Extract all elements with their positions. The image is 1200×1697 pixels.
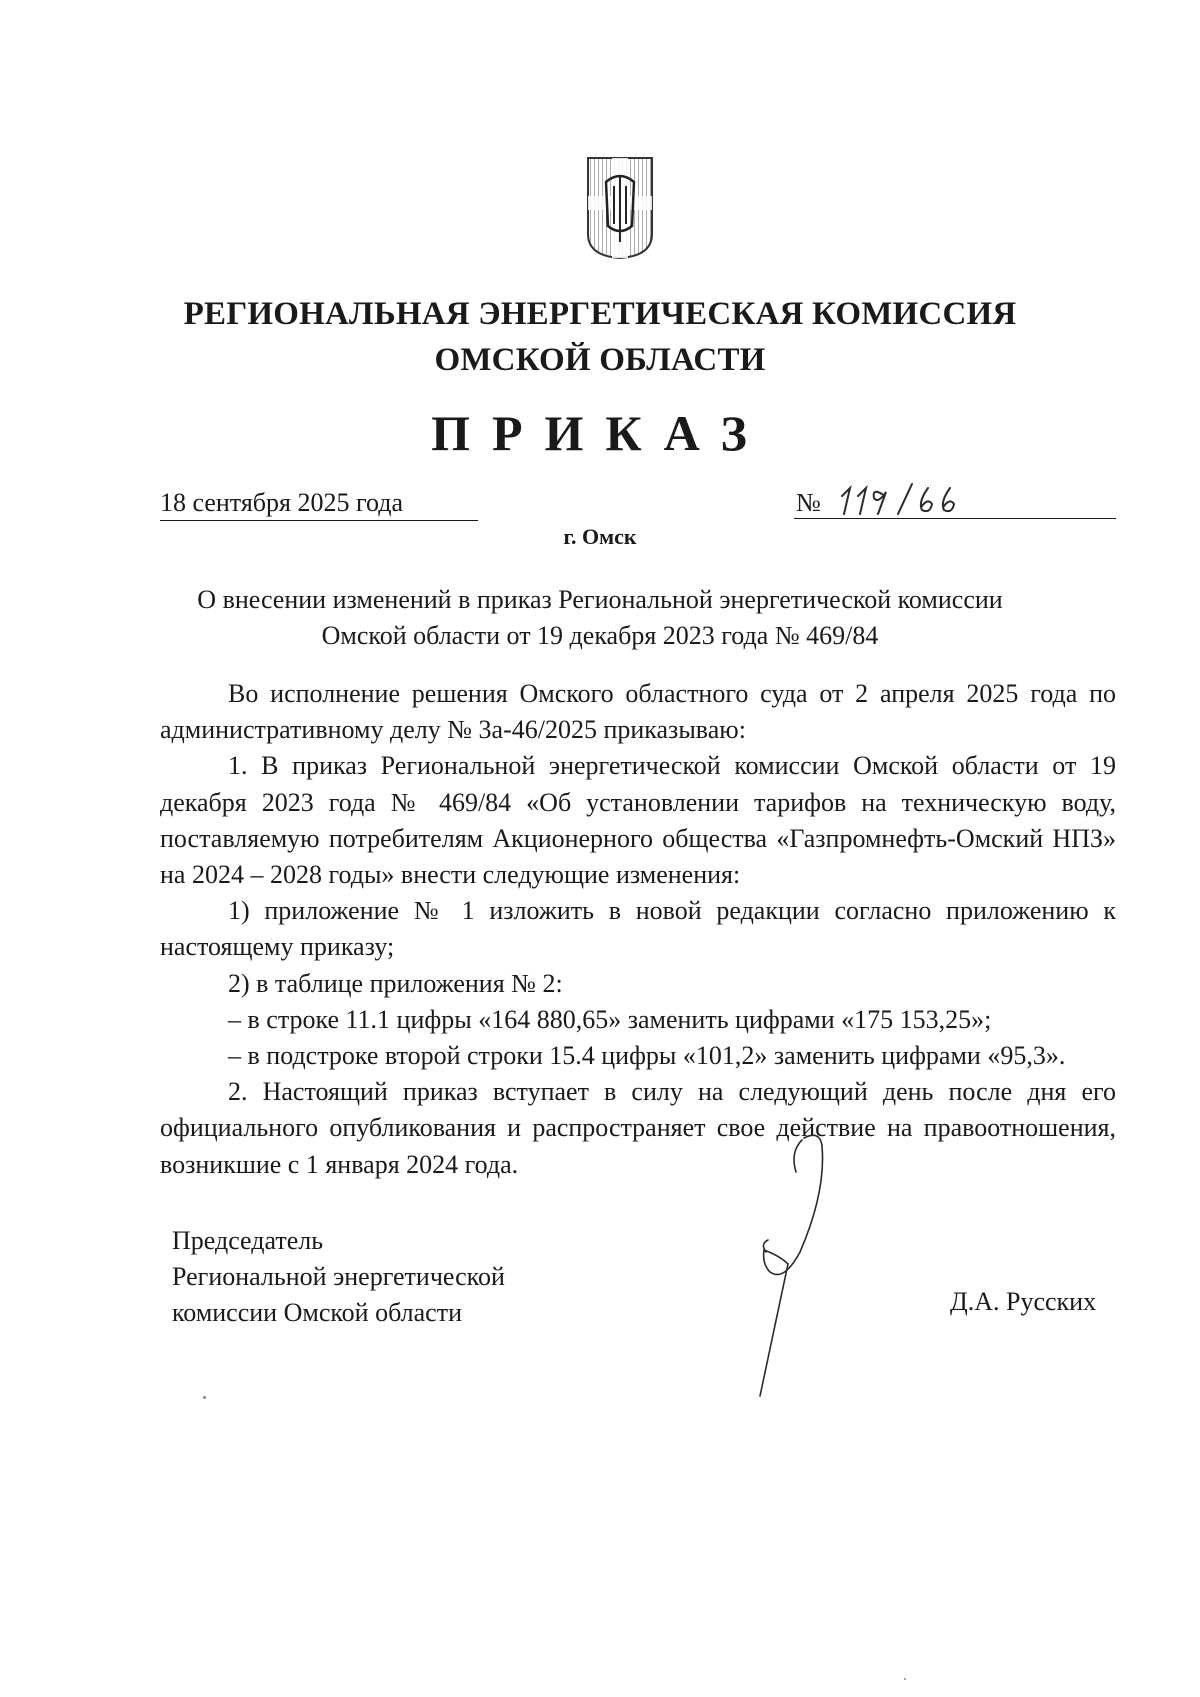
document-date: 18 сентября 2025 года: [160, 488, 478, 521]
signatory-position: [172, 1223, 505, 1331]
position-line2: Региональной энергетической: [172, 1262, 505, 1291]
document-number-field: [794, 484, 1116, 519]
signatory-name: Д.А. Русских: [950, 1287, 1097, 1316]
scan-speck: [904, 1678, 906, 1680]
scan-speck: [203, 1396, 206, 1399]
body-paragraph-item2: 2. Настоящий приказ вступает в силу на следующий день после дня его официального опубликования и распространяет свое действие на правоотношения, возникшие с 1 января 2024 года.: [160, 1077, 1116, 1179]
handwritten-signature-icon: [740, 1132, 860, 1402]
subject-line2: Омской области от 19 декабря 2023 года № 469/84: [321, 621, 879, 650]
body-paragraph-subitem1: 1) приложение № 1 изложить в новой редакции согласно приложению к настоящему приказу;: [160, 896, 1116, 962]
subject-line1: О внесении изменений в приказ Региональной энергетической комиссии: [197, 585, 1003, 614]
body-paragraph-subitem2: 2) в таблице приложения № 2:: [228, 968, 563, 998]
position-line1: Председатель: [172, 1226, 324, 1255]
number-sign-label: №: [796, 488, 821, 517]
body-paragraph-intro: Во исполнение решения Омского областного суда от 2 апреля 2025 года по административному делу № 3а-46/2025 приказываю:: [160, 679, 1116, 745]
body-paragraph-dash2: – в подстроке второй строки 15.4 цифры «101,2» заменить цифрами «95,3».: [228, 1041, 1066, 1071]
document-type-title: ПРИКАЗ: [431, 405, 769, 461]
handwritten-number-icon: [832, 478, 992, 520]
organization-name-line2: ОМСКОЙ ОБЛАСТИ: [434, 342, 766, 378]
body-paragraph-dash1: – в строке 11.1 цифры «164 880,65» заменить цифрами «175 153,25»;: [228, 1004, 992, 1034]
body-paragraph-item1: 1. В приказ Региональной энергетической комиссии Омской области от 19 декабря 2023 года № 469/84 «Об установлении тарифов на техническую воду, поставляемую потребителям Акционерного общества «Газпромнефть-Омский НПЗ» на 2024 – 2028 годы» внести следующие изменения:: [160, 751, 1116, 890]
city-label: г. Омск: [563, 524, 637, 549]
organization-name-line1: РЕГИОНАЛЬНАЯ ЭНЕРГЕТИЧЕСКАЯ КОМИССИЯ: [183, 296, 1017, 332]
position-line3: комиссии Омской области: [172, 1298, 462, 1327]
omsk-coat-of-arms-icon: [586, 156, 654, 260]
document-subject: [180, 582, 1020, 654]
document-body: [160, 676, 1116, 1183]
